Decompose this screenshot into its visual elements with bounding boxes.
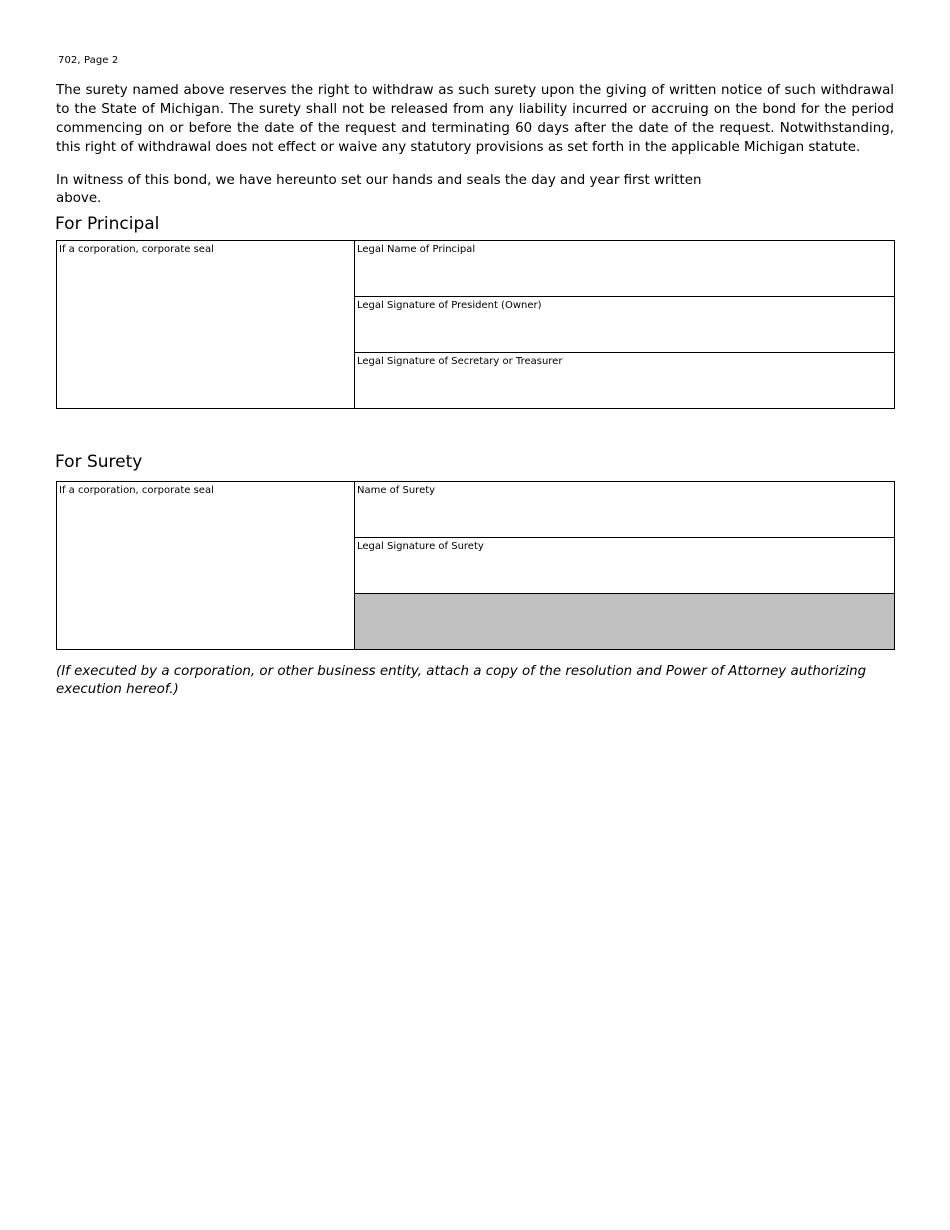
secretary-signature-field[interactable] <box>355 353 894 408</box>
surety-signature-field[interactable] <box>355 538 894 594</box>
surety-section-title: For Surety <box>55 452 143 472</box>
withdrawal-paragraph: The surety named above reserves the right to withdraw as such surety upon the giving of written notice of such withdrawal to the State of Michigan. The surety shall not be released from any liability incurred or accruing on the bond for the period commencing on or before the date of the request and terminating 60 days after the date of the request. Notwithstanding, this right of withdrawal does not effect or waive any statutory provisions as set forth in the applicable Michigan statute. <box>56 83 894 155</box>
corporate-resolution-note: (If executed by a corporation, or other business entity, attach a copy of the resolution and Power of Attorney authorizing execution hereof.) <box>56 664 867 697</box>
principal-legal-name-label: Legal Name of Principal <box>357 244 476 255</box>
surety-seal-label: If a corporation, corporate seal <box>59 485 214 496</box>
principal-corporate-seal-area[interactable] <box>57 241 355 408</box>
surety-corporate-seal-area[interactable] <box>57 482 355 649</box>
president-signature-field[interactable] <box>355 297 894 353</box>
page-number-label: 702, Page 2 <box>58 55 119 66</box>
president-signature-label: Legal Signature of President (Owner) <box>357 300 542 311</box>
principal-fields <box>355 241 894 408</box>
principal-seal-label: If a corporation, corporate seal <box>59 244 214 255</box>
shaded-blank-cell <box>355 594 894 649</box>
principal-signature-table <box>56 240 895 409</box>
surety-name-label: Name of Surety <box>357 485 436 496</box>
surety-signature-table <box>56 481 895 650</box>
surety-fields <box>355 482 894 649</box>
surety-signature-label: Legal Signature of Surety <box>357 541 484 552</box>
secretary-signature-label: Legal Signature of Secretary or Treasurer <box>357 356 563 367</box>
witness-paragraph: In witness of this bond, we have hereunto set our hands and seals the day and year first written above. <box>56 173 702 206</box>
principal-section-title: For Principal <box>55 214 160 234</box>
surety-name-field[interactable] <box>355 482 894 538</box>
principal-legal-name-field[interactable] <box>355 241 894 297</box>
